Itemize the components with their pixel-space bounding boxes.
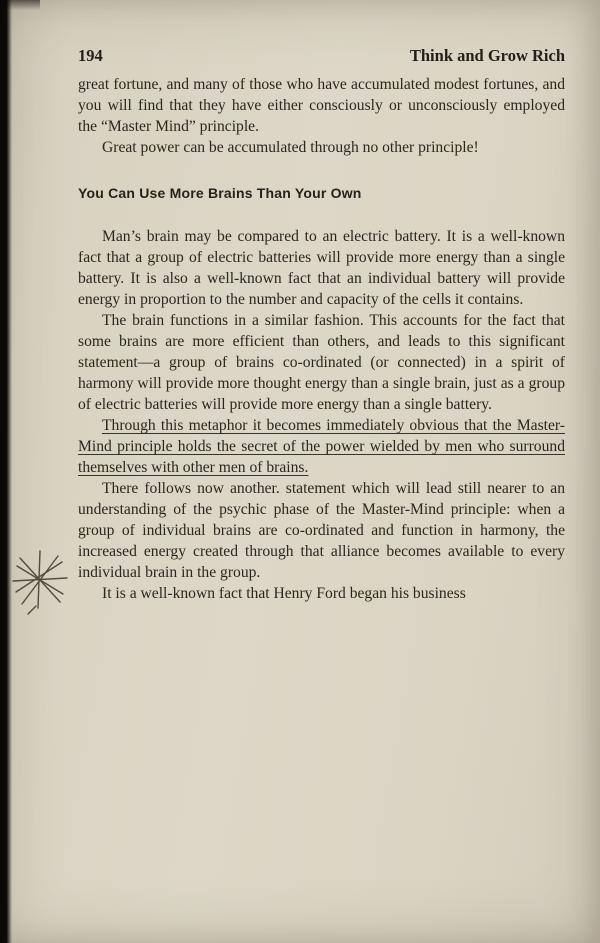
paragraph: Man’s brain may be compared to an electric battery. It is a well-known fact that a group of electric batteries will provide more energy than a single battery. It is also a well-known fact that an individual battery will provide energy in proportion to the number and capacity of the cells it contains.: [78, 228, 565, 308]
paragraph: It is a well-known fact that Henry Ford began his business: [102, 585, 466, 602]
paragraph: The brain functions in a similar fashion. This accounts for the fact that some brains are more efficient than others, and leads to this significant statement—a group of brains co-ordinated (or connected) in a spirit of harmony will provide more thought energy than a single brain, just as a group of electric batteries will provide more energy than a single battery.: [78, 312, 565, 413]
page-number: 194: [78, 46, 103, 65]
running-title: Think and Grow Rich: [409, 46, 565, 65]
scan-edge-left: [0, 0, 12, 943]
hand-drawn-star-icon: [10, 548, 72, 616]
paragraph: Great power can be accumulated through no other principle!: [102, 139, 479, 156]
paragraph-underlined: Through this metaphor it becomes immediately obvious that the Master-Mind principle holds the secret of the power wielded by men who surround themselves with other men of brains.: [78, 417, 565, 476]
page-body: [78, 74, 565, 604]
scan-edge-top: [0, 0, 40, 10]
paragraph: There follows now another. statement which will lead still nearer to an understanding of the psychic phase of the Master-Mind principle: when a group of individual brains are co-ordinated and function in harmony, the increased energy created through that alliance becomes available to every individual brain in the group.: [78, 480, 565, 581]
section-heading: You Can Use More Brains Than Your Own: [78, 185, 362, 201]
page-header: [78, 46, 565, 66]
paragraph: great fortune, and many of those who have accumulated modest fortunes, and you will find that they have either consciously or unconsciously employed the “Master Mind” principle.: [78, 76, 565, 135]
